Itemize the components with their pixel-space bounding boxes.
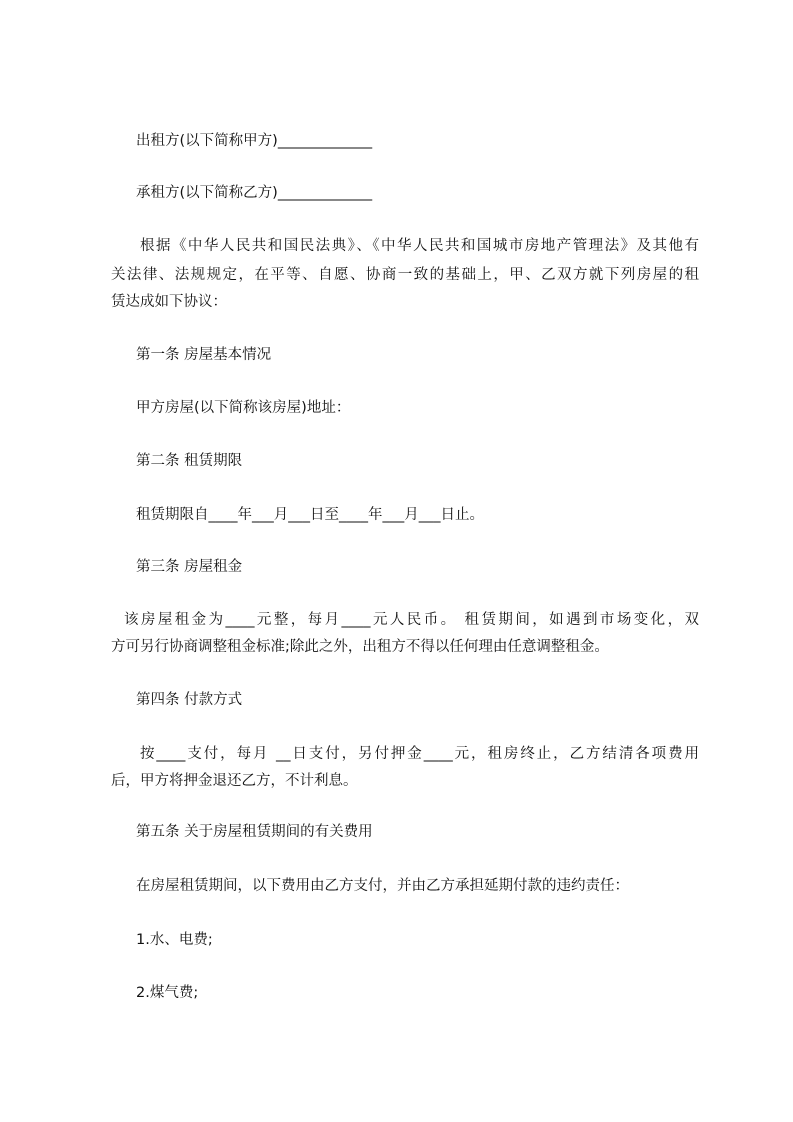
article5-heading: 第五条 关于房屋租赁期间的有关费用 <box>136 824 373 840</box>
preamble-line-3: 赁达成如下协议： <box>111 294 227 310</box>
preamble-line-2: 关法律、法规规定，在平等、自愿、协商一致的基础上，甲、乙双方就下列房屋的租 <box>111 267 699 283</box>
article2-heading: 第二条 租赁期限 <box>136 453 243 469</box>
article1-text: 甲方房屋(以下简称该房屋)地址： <box>136 400 351 416</box>
article5-text: 在房屋租赁期间，以下费用由乙方支付，并由乙方承担延期付款的违约责任： <box>136 878 629 894</box>
article3-line-1: 该房屋租金为____元整，每月____元人民币。 租赁期间，如遇到市场变化，双 <box>124 612 699 628</box>
article3-line-2: 方可另行协商调整租金标准;除此之外，出租方不得以任何理由任意调整租金。 <box>111 639 609 655</box>
preamble-line-1: 根据《中华人民共和国民法典》、《中华人民共和国城市房地产管理法》及其他有 <box>140 238 699 254</box>
article5-item-2: 2.煤气费; <box>136 985 199 1001</box>
article2-text: 租赁期限自____年___月___日至____年___月___日止。 <box>136 507 484 523</box>
article4-line-2: 后，甲方将押金退还乙方，不计利息。 <box>111 773 358 789</box>
article5-item-1: 1.水、电费; <box>136 932 213 948</box>
article1-heading: 第一条 房屋基本情况 <box>136 347 272 363</box>
lessor-line: 出租方(以下简称甲方)_____________ <box>136 133 373 149</box>
lessee-line: 承租方(以下简称乙方)_____________ <box>136 185 373 201</box>
article4-heading: 第四条 付款方式 <box>136 692 243 708</box>
article3-heading: 第三条 房屋租金 <box>136 559 243 575</box>
article4-line-1: 按____支付，每月 __日支付，另付押金____元，租房终止，乙方结清各项费用 <box>140 746 699 762</box>
